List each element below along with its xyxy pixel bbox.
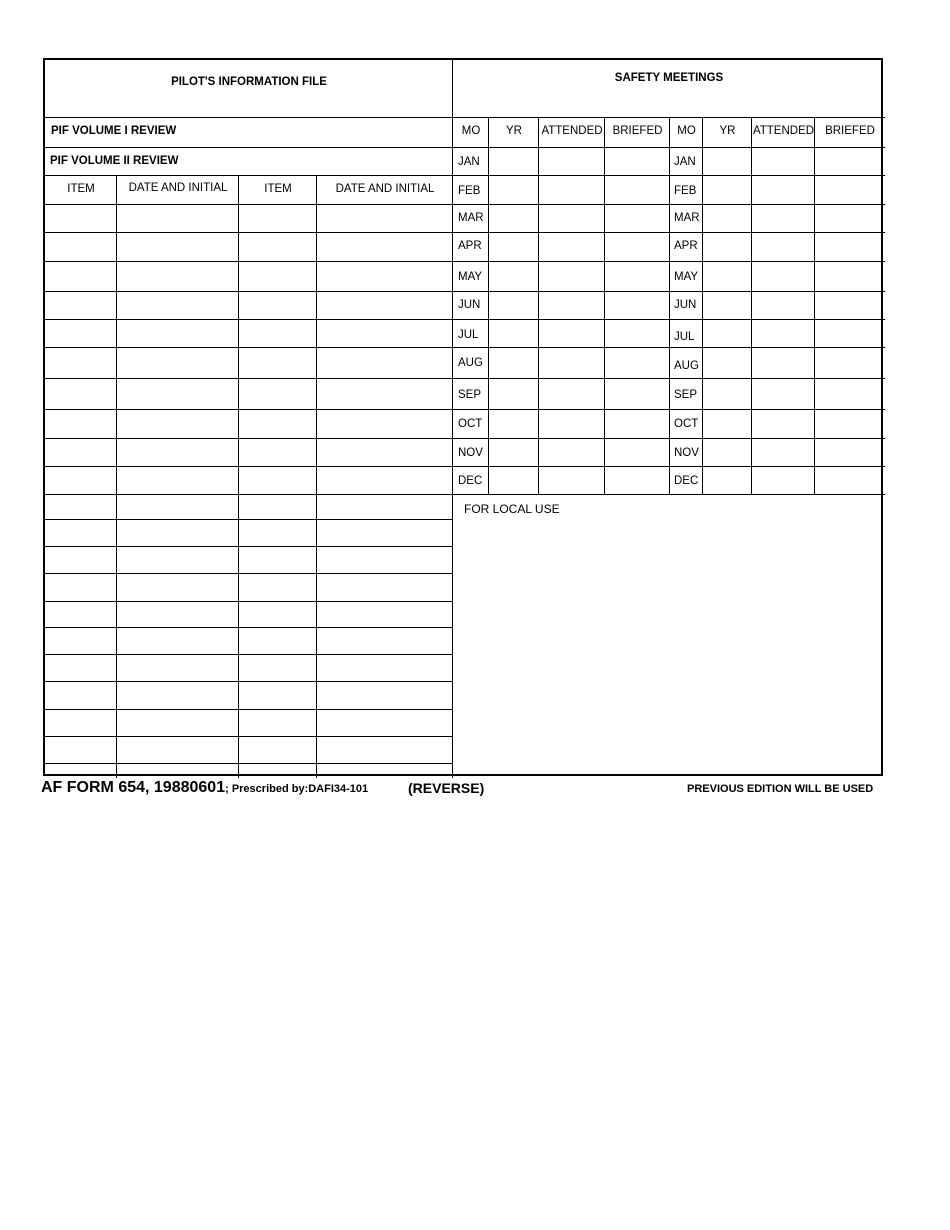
safety-briefed-entry-cell[interactable] (815, 292, 885, 320)
item-entry-cell[interactable] (45, 710, 117, 737)
rule-line (45, 117, 453, 118)
date-initial-entry-cell[interactable] (117, 205, 239, 233)
month-label-right: APR (674, 240, 698, 252)
date-initial-entry-cell[interactable] (117, 467, 239, 495)
safety-yr-entry-cell[interactable] (703, 292, 752, 320)
month-label-right: JAN (674, 156, 696, 168)
safety-yr-entry-cell[interactable] (703, 176, 752, 205)
date-initial-entry-cell[interactable] (117, 320, 239, 348)
item-entry-cell[interactable] (45, 467, 117, 495)
safety-attended-entry-cell[interactable] (752, 379, 815, 410)
safety-briefed-entry-cell[interactable] (815, 410, 885, 439)
month-label-right: JUL (674, 331, 695, 343)
pif-volume-2-review: PIF VOLUME II REVIEW (50, 155, 179, 167)
month-label-left: MAR (458, 212, 484, 224)
previous-edition-note: PREVIOUS EDITION WILL BE USED (687, 783, 874, 795)
month-label-left: OCT (458, 418, 483, 430)
date-initial-entry-cell[interactable] (317, 379, 453, 410)
date-initial-entry-cell[interactable] (117, 233, 239, 262)
safety-yr-entry-cell[interactable] (489, 233, 539, 262)
safety-attended-entry-cell[interactable] (539, 410, 605, 439)
item-entry-cell[interactable] (45, 379, 117, 410)
date-initial-entry-cell[interactable] (317, 320, 453, 348)
reverse-label: (REVERSE) (408, 780, 485, 796)
date-initial-entry-cell[interactable] (117, 710, 239, 737)
safety-attended-entry-cell[interactable] (539, 176, 605, 205)
for-local-use-label: FOR LOCAL USE (464, 502, 560, 516)
date-initial-entry-cell[interactable] (117, 682, 239, 710)
date-initial-entry-cell[interactable] (117, 737, 239, 764)
date-initial-entry-cell[interactable] (117, 495, 239, 520)
safety-yr-entry-cell[interactable] (489, 320, 539, 348)
safety-yr-entry-cell[interactable] (489, 148, 539, 176)
safety-header-attended: ATTENDED (752, 125, 815, 137)
item-entry-cell[interactable] (45, 737, 117, 764)
month-label-left: MAY (458, 271, 483, 283)
safety-attended-entry-cell[interactable] (539, 467, 605, 495)
item-entry-cell[interactable] (45, 410, 117, 439)
date-initial-entry-cell[interactable] (317, 292, 453, 320)
safety-briefed-entry-cell[interactable] (605, 176, 670, 205)
item-entry-cell[interactable] (239, 628, 317, 655)
safety-yr-entry-cell[interactable] (489, 262, 539, 292)
item-entry-cell[interactable] (239, 233, 317, 262)
date-initial-entry-cell[interactable] (117, 520, 239, 547)
date-initial-entry-cell[interactable] (317, 574, 453, 602)
date-initial-entry-cell[interactable] (117, 439, 239, 467)
item-entry-cell[interactable] (239, 520, 317, 547)
date-initial-entry-cell[interactable] (117, 292, 239, 320)
item-entry-cell[interactable] (45, 520, 117, 547)
safety-attended-entry-cell[interactable] (752, 262, 815, 292)
pif-volume-1-review: PIF VOLUME I REVIEW (51, 125, 177, 137)
column-header-item-2: ITEM (264, 183, 292, 195)
item-entry-cell[interactable] (239, 574, 317, 602)
item-entry-cell[interactable] (239, 710, 317, 737)
af-form-654-grid (43, 58, 883, 776)
safety-briefed-entry-cell[interactable] (605, 233, 670, 262)
column-header-item-1: ITEM (67, 183, 95, 195)
date-initial-entry-cell[interactable] (317, 682, 453, 710)
safety-briefed-entry-cell[interactable] (605, 148, 670, 176)
date-initial-entry-cell[interactable] (317, 655, 453, 682)
safety-yr-entry-cell[interactable] (703, 320, 752, 348)
item-entry-cell[interactable] (239, 439, 317, 467)
safety-yr-entry-cell[interactable] (703, 379, 752, 410)
date-initial-entry-cell[interactable] (117, 574, 239, 602)
date-initial-entry-cell[interactable] (117, 379, 239, 410)
safety-yr-entry-cell[interactable] (703, 205, 752, 233)
month-label-right: OCT (674, 418, 699, 430)
safety-attended-entry-cell[interactable] (539, 292, 605, 320)
item-entry-cell[interactable] (45, 233, 117, 262)
month-label-left: JUN (458, 299, 481, 311)
safety-attended-entry-cell[interactable] (539, 439, 605, 467)
safety-attended-entry-cell[interactable] (752, 176, 815, 205)
month-label-left: JUL (458, 329, 479, 341)
safety-attended-entry-cell[interactable] (539, 148, 605, 176)
prescribed-by: ; Prescribed by:DAFI34-101 (225, 783, 369, 795)
item-entry-cell[interactable] (239, 320, 317, 348)
month-label-left: JAN (458, 156, 480, 168)
form-number: AF FORM 654, 19880601 (41, 779, 226, 796)
safety-yr-entry-cell[interactable] (703, 348, 752, 379)
date-initial-entry-cell[interactable] (317, 233, 453, 262)
date-initial-entry-cell[interactable] (317, 710, 453, 737)
safety-yr-entry-cell[interactable] (703, 148, 752, 176)
safety-briefed-entry-cell[interactable] (815, 176, 885, 205)
safety-attended-entry-cell[interactable] (752, 233, 815, 262)
date-initial-entry-cell[interactable] (317, 764, 453, 778)
item-entry-cell[interactable] (45, 320, 117, 348)
item-entry-cell[interactable] (45, 547, 117, 574)
safety-attended-entry-cell[interactable] (539, 205, 605, 233)
safety-briefed-entry-cell[interactable] (605, 205, 670, 233)
date-initial-entry-cell[interactable] (117, 628, 239, 655)
month-label-left: NOV (458, 447, 483, 459)
safety-header-mo: MO (677, 125, 696, 137)
safety-attended-entry-cell[interactable] (752, 320, 815, 348)
item-entry-cell[interactable] (239, 205, 317, 233)
safety-yr-entry-cell[interactable] (703, 439, 752, 467)
safety-attended-entry-cell[interactable] (752, 292, 815, 320)
column-header-date-2: DATE AND INITIAL (335, 183, 435, 195)
item-entry-cell[interactable] (45, 439, 117, 467)
rule-line (45, 175, 453, 176)
column-header-date-1: DATE AND INITIAL (128, 182, 228, 194)
item-entry-cell[interactable] (45, 764, 117, 778)
item-entry-cell[interactable] (45, 682, 117, 710)
safety-yr-entry-cell[interactable] (489, 292, 539, 320)
item-entry-cell[interactable] (45, 574, 117, 602)
date-initial-entry-cell[interactable] (317, 467, 453, 495)
month-label-right: FEB (674, 185, 697, 197)
date-initial-entry-cell[interactable] (117, 602, 239, 628)
safety-briefed-entry-cell[interactable] (605, 348, 670, 379)
safety-attended-entry-cell[interactable] (752, 467, 815, 495)
safety-briefed-entry-cell[interactable] (605, 439, 670, 467)
safety-yr-entry-cell[interactable] (703, 410, 752, 439)
date-initial-entry-cell[interactable] (317, 205, 453, 233)
safety-attended-entry-cell[interactable] (752, 148, 815, 176)
form-identifier (41, 779, 368, 797)
safety-attended-entry-cell[interactable] (752, 439, 815, 467)
item-entry-cell[interactable] (45, 602, 117, 628)
date-initial-entry-cell[interactable] (317, 520, 453, 547)
month-label-right: MAR (674, 212, 700, 224)
safety-briefed-entry-cell[interactable] (605, 292, 670, 320)
safety-briefed-entry-cell[interactable] (815, 379, 885, 410)
safety-header-yr: YR (719, 125, 736, 137)
date-initial-entry-cell[interactable] (317, 348, 453, 379)
item-entry-cell[interactable] (239, 655, 317, 682)
date-initial-entry-cell[interactable] (317, 262, 453, 292)
date-initial-entry-cell[interactable] (317, 737, 453, 764)
item-entry-cell[interactable] (239, 682, 317, 710)
safety-header-yr: YR (506, 125, 522, 137)
item-entry-cell[interactable] (45, 495, 117, 520)
safety-attended-entry-cell[interactable] (539, 262, 605, 292)
month-label-right: SEP (674, 389, 698, 401)
month-label-right: JUN (674, 299, 697, 311)
safety-header-briefed: BRIEFED (612, 125, 663, 137)
safety-briefed-entry-cell[interactable] (605, 320, 670, 348)
safety-briefed-entry-cell[interactable] (605, 262, 670, 292)
item-entry-cell[interactable] (239, 292, 317, 320)
safety-briefed-entry-cell[interactable] (815, 262, 885, 292)
safety-yr-entry-cell[interactable] (703, 467, 752, 495)
safety-header-mo: MO (461, 125, 481, 137)
item-entry-cell[interactable] (45, 262, 117, 292)
safety-briefed-entry-cell[interactable] (815, 320, 885, 348)
item-entry-cell[interactable] (45, 655, 117, 682)
item-entry-cell[interactable] (239, 467, 317, 495)
item-entry-cell[interactable] (45, 205, 117, 233)
safety-yr-entry-cell[interactable] (489, 348, 539, 379)
safety-attended-entry-cell[interactable] (539, 379, 605, 410)
date-initial-entry-cell[interactable] (117, 262, 239, 292)
month-label-left: FEB (458, 185, 481, 197)
safety-yr-entry-cell[interactable] (489, 467, 539, 495)
date-initial-entry-cell[interactable] (117, 348, 239, 379)
safety-briefed-entry-cell[interactable] (605, 410, 670, 439)
date-initial-entry-cell[interactable] (317, 602, 453, 628)
safety-briefed-entry-cell[interactable] (605, 467, 670, 495)
date-initial-entry-cell[interactable] (117, 764, 239, 778)
date-initial-entry-cell[interactable] (317, 495, 453, 520)
safety-yr-entry-cell[interactable] (703, 262, 752, 292)
date-initial-entry-cell[interactable] (117, 410, 239, 439)
safety-briefed-entry-cell[interactable] (815, 439, 885, 467)
date-initial-entry-cell[interactable] (117, 655, 239, 682)
date-initial-entry-cell[interactable] (317, 410, 453, 439)
item-entry-cell[interactable] (239, 262, 317, 292)
safety-attended-entry-cell[interactable] (539, 320, 605, 348)
item-entry-cell[interactable] (45, 348, 117, 379)
item-entry-cell[interactable] (239, 737, 317, 764)
safety-attended-entry-cell[interactable] (539, 348, 605, 379)
date-initial-entry-cell[interactable] (317, 547, 453, 574)
item-entry-cell[interactable] (239, 764, 317, 778)
month-label-right: MAY (674, 271, 699, 283)
month-label-right: DEC (674, 475, 699, 487)
safety-yr-entry-cell[interactable] (489, 439, 539, 467)
safety-header-briefed: BRIEFED (825, 125, 875, 137)
safety-yr-entry-cell[interactable] (703, 233, 752, 262)
safety-attended-entry-cell[interactable] (752, 205, 815, 233)
item-entry-cell[interactable] (239, 547, 317, 574)
safety-yr-entry-cell[interactable] (489, 176, 539, 205)
safety-yr-entry-cell[interactable] (489, 379, 539, 410)
month-label-left: DEC (458, 475, 483, 487)
safety-header-attended: ATTENDED (541, 125, 603, 137)
safety-attended-entry-cell[interactable] (752, 348, 815, 379)
safety-briefed-entry-cell[interactable] (815, 233, 885, 262)
safety-briefed-entry-cell[interactable] (605, 379, 670, 410)
safety-briefed-entry-cell[interactable] (815, 148, 885, 176)
date-initial-entry-cell[interactable] (317, 439, 453, 467)
month-label-left: APR (458, 240, 482, 252)
month-label-right: NOV (674, 447, 699, 459)
item-entry-cell[interactable] (45, 628, 117, 655)
item-entry-cell[interactable] (239, 348, 317, 379)
month-label-left: AUG (458, 357, 483, 369)
rule-line (45, 147, 453, 148)
safety-briefed-entry-cell[interactable] (815, 348, 885, 379)
month-label-left: SEP (458, 389, 482, 401)
safety-briefed-entry-cell[interactable] (815, 467, 885, 495)
item-entry-cell[interactable] (239, 379, 317, 410)
safety-meetings-title: SAFETY MEETINGS (614, 72, 724, 84)
item-entry-cell[interactable] (239, 602, 317, 628)
safety-yr-entry-cell[interactable] (489, 205, 539, 233)
date-initial-entry-cell[interactable] (117, 547, 239, 574)
safety-briefed-entry-cell[interactable] (815, 205, 885, 233)
date-initial-entry-cell[interactable] (317, 628, 453, 655)
month-label-right: AUG (674, 360, 699, 372)
item-entry-cell[interactable] (239, 495, 317, 520)
safety-attended-entry-cell[interactable] (752, 410, 815, 439)
item-entry-cell[interactable] (239, 410, 317, 439)
safety-attended-entry-cell[interactable] (539, 233, 605, 262)
item-entry-cell[interactable] (45, 292, 117, 320)
local-use-area[interactable] (453, 495, 885, 778)
pif-title: PILOT'S INFORMATION FILE (171, 76, 327, 88)
safety-yr-entry-cell[interactable] (489, 410, 539, 439)
